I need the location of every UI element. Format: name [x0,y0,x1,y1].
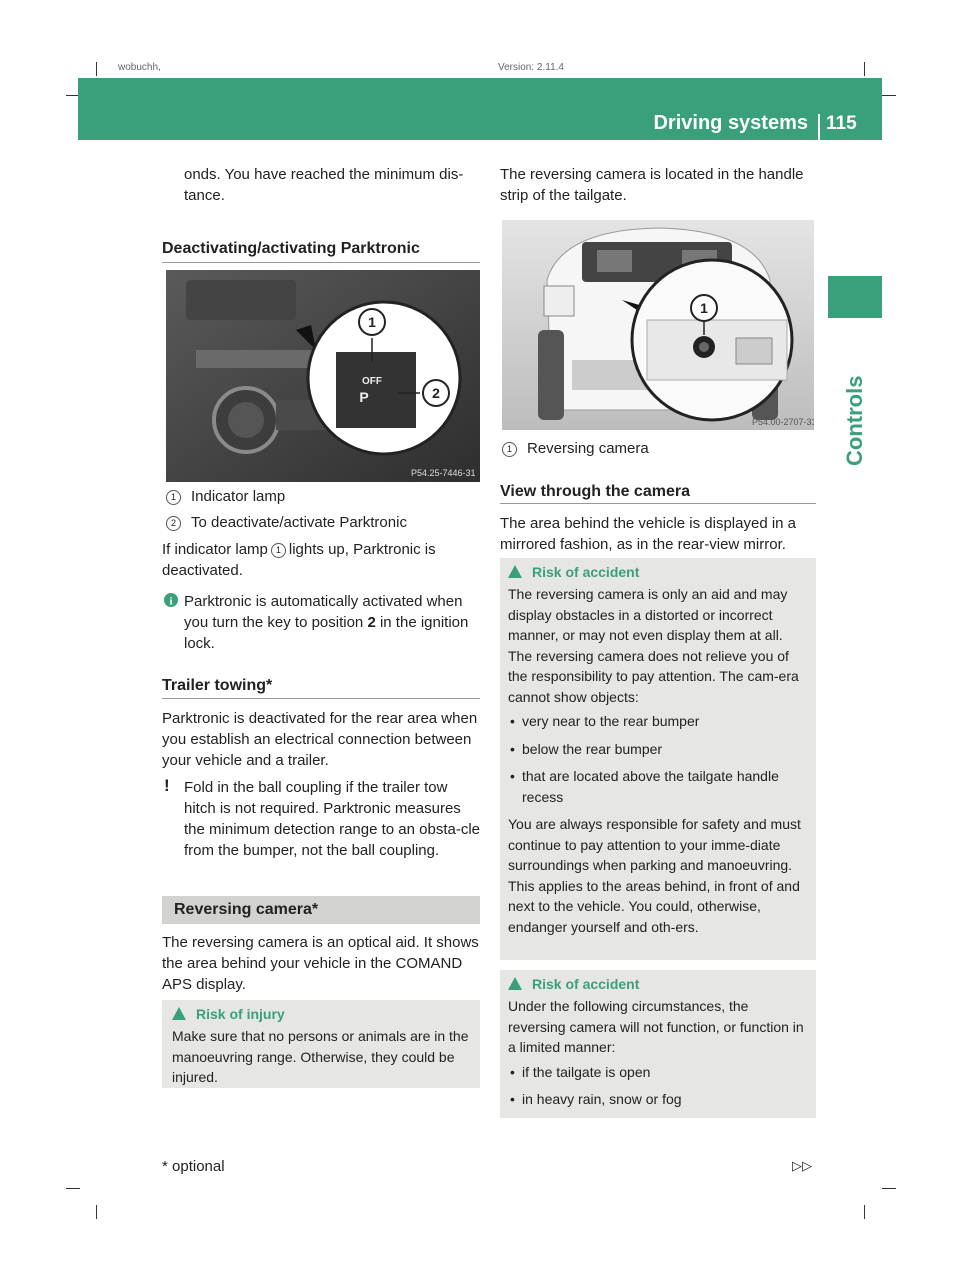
warning-icon [508,565,522,578]
heading-view: View through the camera [500,483,690,500]
info-para: Parktronic is automatically activated when you turn the key to position 2 in the ignition lock. [184,593,469,652]
legend-2: 1 Reversing camera [502,438,649,459]
warning-icon [508,977,522,990]
camera-intro: The reversing camera is an optical aid. It shows the area behind your vehicle in the COMAND APS display. [162,934,479,993]
image-code: P54.25-7446-31 [411,468,476,478]
continue-arrows: ▷▷ [792,1158,812,1173]
indicator-para: If indicator lamp 1 lights up, Parktronic is deactivated. [162,541,436,579]
page-number: 115 [826,113,857,134]
p-label: P [359,389,369,405]
svg-text:1: 1 [700,300,708,316]
header-separator [818,114,820,140]
svg-text:1: 1 [368,314,376,330]
heading-rule [162,698,480,699]
section-heading: Reversing camera* [174,901,319,918]
warning-injury: Risk of injury Make sure that no persons or animals are in the manoeuvring range. Otherwise, they could be injured. [162,1000,480,1088]
legend-1: 1 Indicator lamp 2 To deactivate/activate Parktronic [166,486,482,533]
side-tab-label: Controls [842,375,867,466]
svg-text:2: 2 [432,385,440,401]
doc-meta-right: Version: 2.11.4 [498,62,564,73]
doc-meta-left: wobuchh, [118,62,161,73]
camera-image [502,220,814,430]
view-para: The area behind the vehicle is displayed in a mirrored fashion, as in the rear-view mirror. [500,515,797,553]
warning-accident-1: Risk of accident The reversing camera is only an aid and may display obstacles in a distorted or incorrect manner, or may not even display them at all. The reversing camera does not relieve you of the responsibility to pay attention. The cam-era cannot show objects: • very near to the rear bumper • below the rear bumper • that are located above the tailgate handle recess You are always responsible for safety and must continue to pay attention to your imme-diate surroundings when parking and manoeuvring. This applies to the areas behind, in front of and next to the vehicle. You could, otherwise, endanger yourself and oth-ers. [500,558,816,960]
image-code: P54.00-2707-31 [752,417,814,427]
notice-icon: ! [164,776,170,795]
col2-intro: The reversing camera is located in the handle strip of the tailgate. [500,166,804,204]
col1-intro: onds. You have reached the minimum dis-tance. [184,166,464,204]
heading-trailer: Trailer towing* [162,677,273,694]
trailer-para: Parktronic is deactivated for the rear area when you establish an electrical connection between your vehicle and a trailer. [162,710,478,769]
section-band [162,896,480,924]
warning-accident-2: Risk of accident Under the following circumstances, the reversing camera will not function, or function in a limited manner: • if the tailgate is open • in heavy rain, snow or fog [500,970,816,1118]
info-icon [164,592,178,613]
section-title: Driving systems [653,112,808,134]
heading-rule [500,503,816,504]
notice-para: Fold in the ball coupling if the trailer tow hitch is not required. Parktronic measures the minimum detection range to an obsta-cle from the bumper, not the ball coupling. [184,779,480,859]
heading-rule [162,262,480,263]
footnote: * optional [162,1158,225,1175]
off-label: OFF [362,376,382,387]
svg-text:i: i [169,595,173,608]
warning-icon [172,1007,186,1020]
heading-deactivating: Deactivating/activating Parktronic [162,240,420,257]
parktronic-image [166,270,480,482]
side-tab-marker [828,276,882,318]
